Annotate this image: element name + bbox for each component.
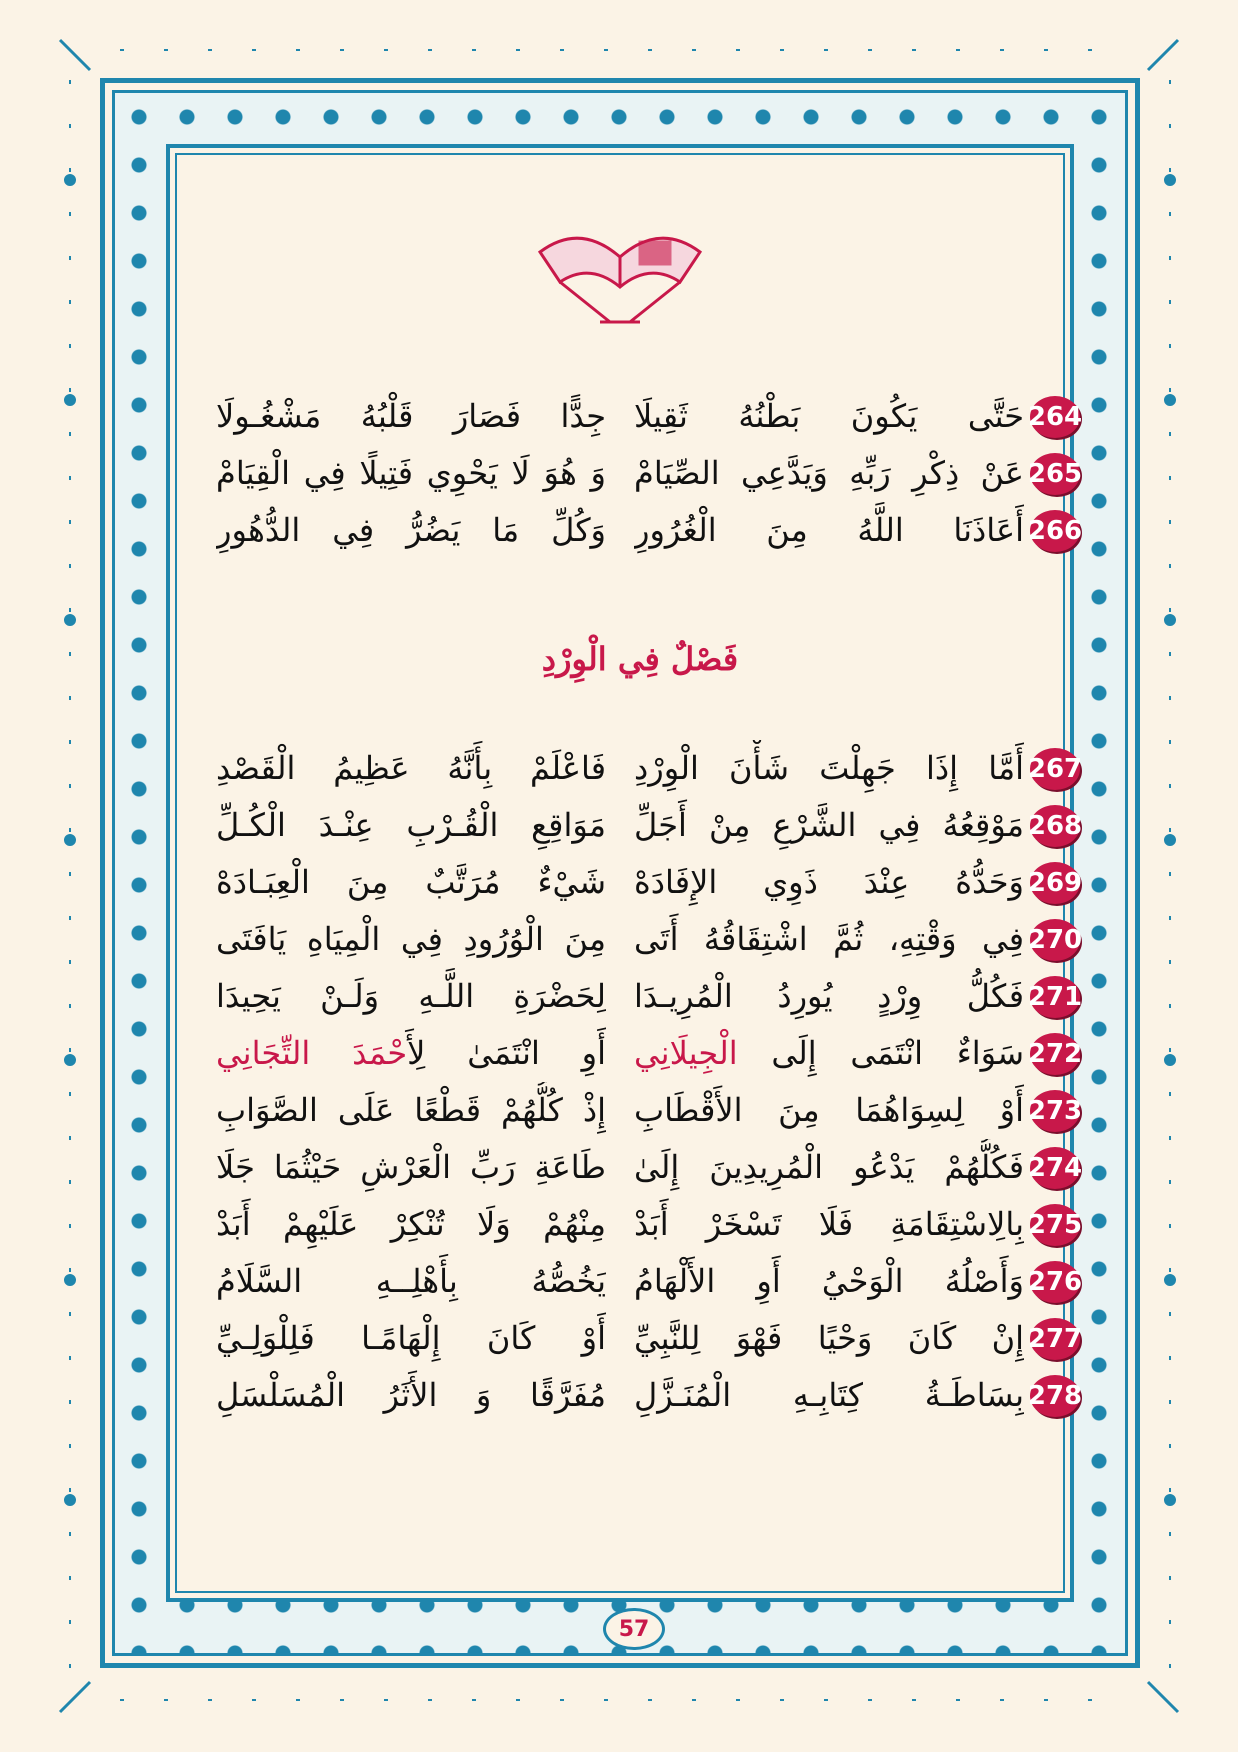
highlighted-name-jilani: الْجِيلَانِي bbox=[634, 1034, 738, 1072]
verse-number: 275 bbox=[1030, 1204, 1080, 1246]
verse-first-hemistich: وَحَدُّهُ عِنْدَ ذَوِي الإِفَادَهْ bbox=[634, 863, 1024, 901]
verse-second-hemistich: شَيْءٌ مُرَتَّبٌ مِنَ الْعِبَـادَهْ bbox=[216, 863, 606, 901]
verse-275 bbox=[200, 1196, 1083, 1253]
verse-number: 266 bbox=[1030, 510, 1080, 552]
verse-276 bbox=[200, 1253, 1083, 1310]
verse-second-hemistich: يَخُصُّهُ بِأَهْلِــهِ السَّلَامُ bbox=[216, 1262, 606, 1300]
verse-second-hemistich: جِدًّا فَصَارَ قَلْبُهُ مَشْغُـولَا bbox=[216, 397, 606, 435]
verse-first-hemistich: فِي وَقْتِهِ، ثُمَّ اشْتِقَاقُهُ أَتَى bbox=[634, 920, 1024, 958]
hemistich-text: سَوَاءٌ انْتَمَى إِلَى bbox=[771, 1034, 1024, 1072]
verse-first-hemistich: فَكُلُّ وِرْدٍ يُورِدُ الْمُرِيـدَا bbox=[634, 977, 1024, 1015]
verse-number: 270 bbox=[1030, 919, 1080, 961]
verse-271 bbox=[200, 968, 1083, 1025]
verse-number: 265 bbox=[1030, 453, 1080, 495]
verse-274 bbox=[200, 1139, 1083, 1196]
verse-278 bbox=[200, 1367, 1083, 1424]
verse-second-hemistich: وَكُلِّ مَا يَضُرُّ فِي الدُّهُورِ bbox=[216, 511, 606, 549]
verse-second-hemistich: وَ هُوَ لَا يَحْوِي فَتِيلًا فِي الْقِيَامْ bbox=[216, 454, 606, 492]
verse-list-2 bbox=[200, 740, 1083, 1424]
verse-264 bbox=[200, 388, 1083, 445]
verse-277 bbox=[200, 1310, 1083, 1367]
verse-second-hemistich: لِحَضْرَةِ اللَّـهِ وَلَـنْ يَحِيدَا bbox=[216, 977, 606, 1015]
verse-270 bbox=[200, 911, 1083, 968]
verse-number: 271 bbox=[1030, 976, 1080, 1018]
verse-265 bbox=[200, 445, 1083, 502]
verse-second-hemistich: طَاعَةِ رَبِّ الْعَرْشِ حَيْثُمَا جَلَا bbox=[216, 1148, 606, 1186]
verse-first-hemistich bbox=[634, 1025, 1024, 1082]
verse-number: 269 bbox=[1030, 862, 1080, 904]
page-number: 57 bbox=[603, 1608, 665, 1650]
verse-first-hemistich: مَوْقِعُهُ فِي الشَّرْعِ مِنْ أَجَلِّ bbox=[634, 806, 1024, 844]
verse-second-hemistich: أَوْ كَانَ إِلْهَامًـا فَلِلْوَلِـيِّ bbox=[216, 1319, 606, 1357]
verse-first-hemistich: بِسَاطَـةُ كِتَابِـهِ الْمُنَـزَّلِ bbox=[634, 1376, 1024, 1414]
verse-number: 273 bbox=[1030, 1090, 1080, 1132]
section-title: فَصْلٌ فِي الْوِرْدِ bbox=[541, 640, 739, 678]
verse-number: 268 bbox=[1030, 805, 1080, 847]
verse-second-hemistich: مَوَاقِعِ الْقُـرْبِ عِنْـدَ الْكُـلِّ bbox=[216, 806, 606, 844]
verse-first-hemistich: عَنْ ذِكْرِ رَبِّهِ وَيَدَّعِي الصِّيَامْ bbox=[634, 454, 1024, 492]
verse-first-hemistich: بِالِاسْتِقَامَةِ فَلَا تَسْخَرْ أَبَدْ bbox=[634, 1205, 1024, 1243]
hemistich-text: أَوِ انْتَمَىٰ لِأَ bbox=[407, 1034, 606, 1072]
verse-273 bbox=[200, 1082, 1083, 1139]
verse-269 bbox=[200, 854, 1083, 911]
verse-second-hemistich bbox=[216, 1025, 606, 1082]
verse-267 bbox=[200, 740, 1083, 797]
verse-first-hemistich: أَمَّا إِذَا جَهِلْتَ شَأْنَ الْوِرْدِ bbox=[634, 749, 1024, 787]
verse-first-hemistich: وَأَصْلُهُ الْوَحْيُ أَوِ الأَلْهَامُ bbox=[634, 1262, 1024, 1300]
verse-number: 276 bbox=[1030, 1261, 1080, 1303]
verse-list-1 bbox=[200, 388, 1083, 559]
verse-number: 277 bbox=[1030, 1318, 1080, 1360]
verse-first-hemistich: أَوْ لِسِوَاهُمَا مِنَ الأَقْطَابِ bbox=[634, 1091, 1024, 1129]
verse-second-hemistich: مِنَ الْوُرُودِ فِي الْمِيَاهِ يَافَتَى bbox=[216, 920, 606, 958]
verse-first-hemistich: أَعَاذَنَا اللَّهُ مِنَ الْغُرُورِ bbox=[634, 511, 1024, 549]
verse-number: 272 bbox=[1030, 1033, 1080, 1075]
verse-number: 264 bbox=[1030, 396, 1080, 438]
verse-266 bbox=[200, 502, 1083, 559]
quran-stand-icon bbox=[530, 212, 710, 332]
verse-second-hemistich: مُفَرَّقًا وَ الأَثَرُ الْمُسَلْسَلِ bbox=[216, 1376, 606, 1414]
verse-first-hemistich: حَتَّى يَكُونَ بَطْنُهُ ثَقِيلَا bbox=[634, 397, 1024, 435]
highlighted-name-tijani: حْمَدَ التِّجَانِي bbox=[216, 1034, 408, 1072]
verse-second-hemistich: مِنْهُمْ وَلَا تُنْكِرْ عَلَيْهِمْ أَبَدْ bbox=[216, 1205, 606, 1243]
verse-first-hemistich: فَكُلُّهُمْ يَدْعُو الْمُرِيدِينَ إِلَىٰ bbox=[634, 1148, 1024, 1186]
verse-number: 278 bbox=[1030, 1375, 1080, 1417]
verse-first-hemistich: إِنْ كَانَ وَحْيًا فَهْوَ لِلنَّبِيِّ bbox=[634, 1319, 1024, 1357]
verse-number: 267 bbox=[1030, 748, 1080, 790]
verse-second-hemistich: فَاعْلَمْ بِأَنَّهُ عَظِيمُ الْقَصْدِ bbox=[216, 749, 606, 787]
verse-number: 274 bbox=[1030, 1147, 1080, 1189]
verse-272 bbox=[200, 1025, 1083, 1082]
verse-268 bbox=[200, 797, 1083, 854]
verse-second-hemistich: إِذْ كُلُّهُمْ قَطْعًا عَلَى الصَّوَابِ bbox=[216, 1091, 606, 1129]
